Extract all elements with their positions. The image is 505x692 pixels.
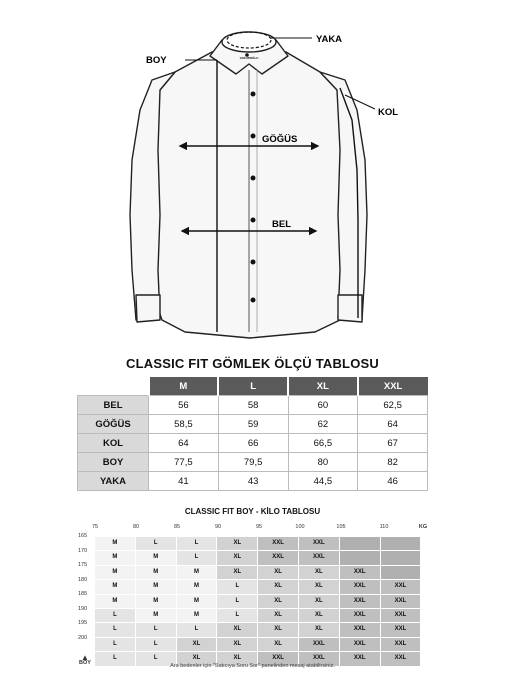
grid-cell: [340, 551, 380, 564]
size-table-title: CLASSIC FIT GÖMLEK ÖLÇÜ TABLOSU: [126, 356, 379, 371]
table-cell: 66: [218, 434, 288, 453]
grid-row: [95, 595, 421, 609]
grid-cell: L: [95, 623, 135, 636]
row-label: KOL: [78, 434, 149, 453]
grid-cell: L: [95, 638, 135, 651]
table-cell: 64: [149, 434, 219, 453]
grid-cell: M: [136, 595, 176, 608]
grid-row: [95, 609, 421, 623]
weight-tick: 110: [379, 524, 389, 530]
grid-cell: L: [217, 580, 257, 593]
row-label: BOY: [78, 453, 149, 472]
weight-tick: 85: [173, 524, 181, 530]
table-cell: 79,5: [218, 453, 288, 472]
grid-cell: XL: [299, 623, 339, 636]
grid-cell: XXL: [299, 638, 339, 651]
height-tick: 190: [78, 606, 88, 612]
grid-cell: XXL: [340, 623, 380, 636]
table-cell: 77,5: [149, 453, 219, 472]
grid-cell: XL: [217, 537, 257, 550]
grid-cell: XXL: [340, 566, 380, 579]
label-gogus: GÖĞÜS: [262, 134, 298, 145]
table-cell: 58: [218, 396, 288, 415]
grid-cell: XXL: [299, 537, 339, 550]
grid-row: [95, 537, 421, 551]
grid-cell: L: [136, 652, 176, 665]
grid-row: [95, 638, 421, 652]
grid-cell: L: [177, 551, 217, 564]
table-row: [78, 434, 428, 453]
grid-cell: M: [136, 551, 176, 564]
grid-cell: XXL: [299, 551, 339, 564]
table-cell: 64: [358, 415, 428, 434]
weight-tick: 90: [214, 524, 222, 530]
grid-cell: XL: [258, 623, 298, 636]
table-row: [78, 415, 428, 434]
up-arrow-icon: ▲: [81, 653, 89, 662]
grid-cell: [381, 537, 421, 550]
grid-cell: L: [177, 623, 217, 636]
table-cell: 66,5: [288, 434, 358, 453]
grid-cell: XL: [299, 595, 339, 608]
row-label: YAKA: [78, 472, 149, 491]
kg-label: KG: [418, 524, 428, 530]
table-cell: 41: [149, 472, 219, 491]
table-cell: 58,5: [149, 415, 219, 434]
grid-cell: XXL: [340, 638, 380, 651]
label-yaka: YAKA: [316, 34, 343, 45]
grid-cell: XL: [258, 609, 298, 622]
height-tick: 165: [78, 533, 88, 539]
grid-cell: M: [95, 580, 135, 593]
grid-cell: XL: [258, 580, 298, 593]
row-label: BEL: [78, 396, 149, 415]
grid-cell: M: [177, 580, 217, 593]
table-cell: 82: [358, 453, 428, 472]
weight-tick: 75: [91, 524, 99, 530]
height-tick: 170: [78, 548, 88, 554]
grid-cell: XXL: [299, 652, 339, 665]
grid-cell: XL: [217, 551, 257, 564]
boy-axis-label: BOY: [79, 660, 91, 666]
grid-cell: M: [177, 609, 217, 622]
label-kol: KOL: [378, 107, 399, 118]
grid-row: [95, 580, 421, 594]
grid-cell: XL: [299, 566, 339, 579]
weight-size-grid: [95, 537, 421, 667]
grid-cell: XL: [258, 595, 298, 608]
label-bel: BEL: [272, 219, 291, 230]
row-label: GÖĞÜS: [78, 415, 149, 434]
weight-tick: 80: [132, 524, 140, 530]
grid-cell: L: [177, 537, 217, 550]
grid-cell: XXL: [258, 551, 298, 564]
grid-cell: M: [95, 566, 135, 579]
grid-cell: L: [136, 623, 176, 636]
grid-cell: M: [177, 566, 217, 579]
size-col-header: XXL: [358, 377, 428, 396]
table-cell: 56: [149, 396, 219, 415]
weight-tick: 95: [255, 524, 263, 530]
grid-row: [95, 623, 421, 637]
grid-cell: XL: [217, 652, 257, 665]
grid-cell: XXL: [381, 638, 421, 651]
weight-tick: 100: [295, 524, 305, 530]
table-cell: 59: [218, 415, 288, 434]
grid-row: [95, 566, 421, 580]
table-cell: 43: [218, 472, 288, 491]
grid-cell: XXL: [258, 537, 298, 550]
height-tick: 200: [78, 635, 88, 641]
table-cell: 62,5: [358, 396, 428, 415]
grid-cell: [381, 566, 421, 579]
grid-row: [95, 551, 421, 565]
grid-cell: [340, 537, 380, 550]
height-tick: 180: [78, 577, 88, 583]
grid-cell: M: [95, 551, 135, 564]
grid-cell: XL: [299, 609, 339, 622]
grid-cell: XXL: [381, 609, 421, 622]
grid-cell: L: [136, 537, 176, 550]
table-cell: 44,5: [288, 472, 358, 491]
weight-tick: 105: [336, 524, 346, 530]
grid-cell: XL: [258, 638, 298, 651]
table-row: [78, 396, 428, 415]
grid-cell: XL: [217, 623, 257, 636]
size-col-header: M: [149, 377, 219, 396]
grid-cell: M: [177, 595, 217, 608]
grid-cell: L: [95, 652, 135, 665]
grid-cell: XL: [177, 638, 217, 651]
grid-cell: XXL: [381, 580, 421, 593]
size-table-corner: [78, 377, 149, 396]
grid-cell: XL: [217, 566, 257, 579]
grid-cell: L: [217, 609, 257, 622]
grid-cell: L: [95, 609, 135, 622]
grid-cell: XL: [258, 566, 298, 579]
grid-cell: XXL: [340, 609, 380, 622]
grid-cell: M: [136, 609, 176, 622]
grid-cell: XL: [217, 638, 257, 651]
grid-cell: XXL: [340, 580, 380, 593]
size-col-header: L: [218, 377, 288, 396]
grid-cell: XXL: [258, 652, 298, 665]
grid-cell: M: [136, 566, 176, 579]
grid-cell: XXL: [340, 652, 380, 665]
grid-cell: [381, 551, 421, 564]
grid-cell: XL: [177, 652, 217, 665]
table-row: [78, 453, 428, 472]
grid-cell: XXL: [381, 623, 421, 636]
height-tick: 195: [78, 620, 88, 626]
size-table: [77, 377, 428, 491]
grid-cell: XL: [299, 580, 339, 593]
height-tick: 175: [78, 562, 88, 568]
table-cell: 62: [288, 415, 358, 434]
footnote: Ara bedenler için "Satıcıya Soru Sor" panelinden mesaj atabilirsiniz.: [170, 663, 335, 669]
table-cell: 80: [288, 453, 358, 472]
grid-cell: M: [136, 580, 176, 593]
weight-chart-title: CLASSIC FIT BOY - KİLO TABLOSU: [184, 507, 321, 516]
label-boy: BOY: [146, 55, 167, 66]
grid-cell: XXL: [381, 595, 421, 608]
table-cell: 67: [358, 434, 428, 453]
height-tick: 185: [78, 591, 88, 597]
grid-cell: M: [95, 595, 135, 608]
table-cell: 46: [358, 472, 428, 491]
table-row: [78, 472, 428, 491]
grid-cell: XXL: [340, 595, 380, 608]
size-col-header: XL: [288, 377, 358, 396]
table-cell: 60: [288, 396, 358, 415]
grid-cell: L: [217, 595, 257, 608]
brand-logo: YAKUPOĞLU: [239, 56, 259, 60]
grid-cell: XXL: [381, 652, 421, 665]
grid-cell: L: [136, 638, 176, 651]
grid-cell: M: [95, 537, 135, 550]
